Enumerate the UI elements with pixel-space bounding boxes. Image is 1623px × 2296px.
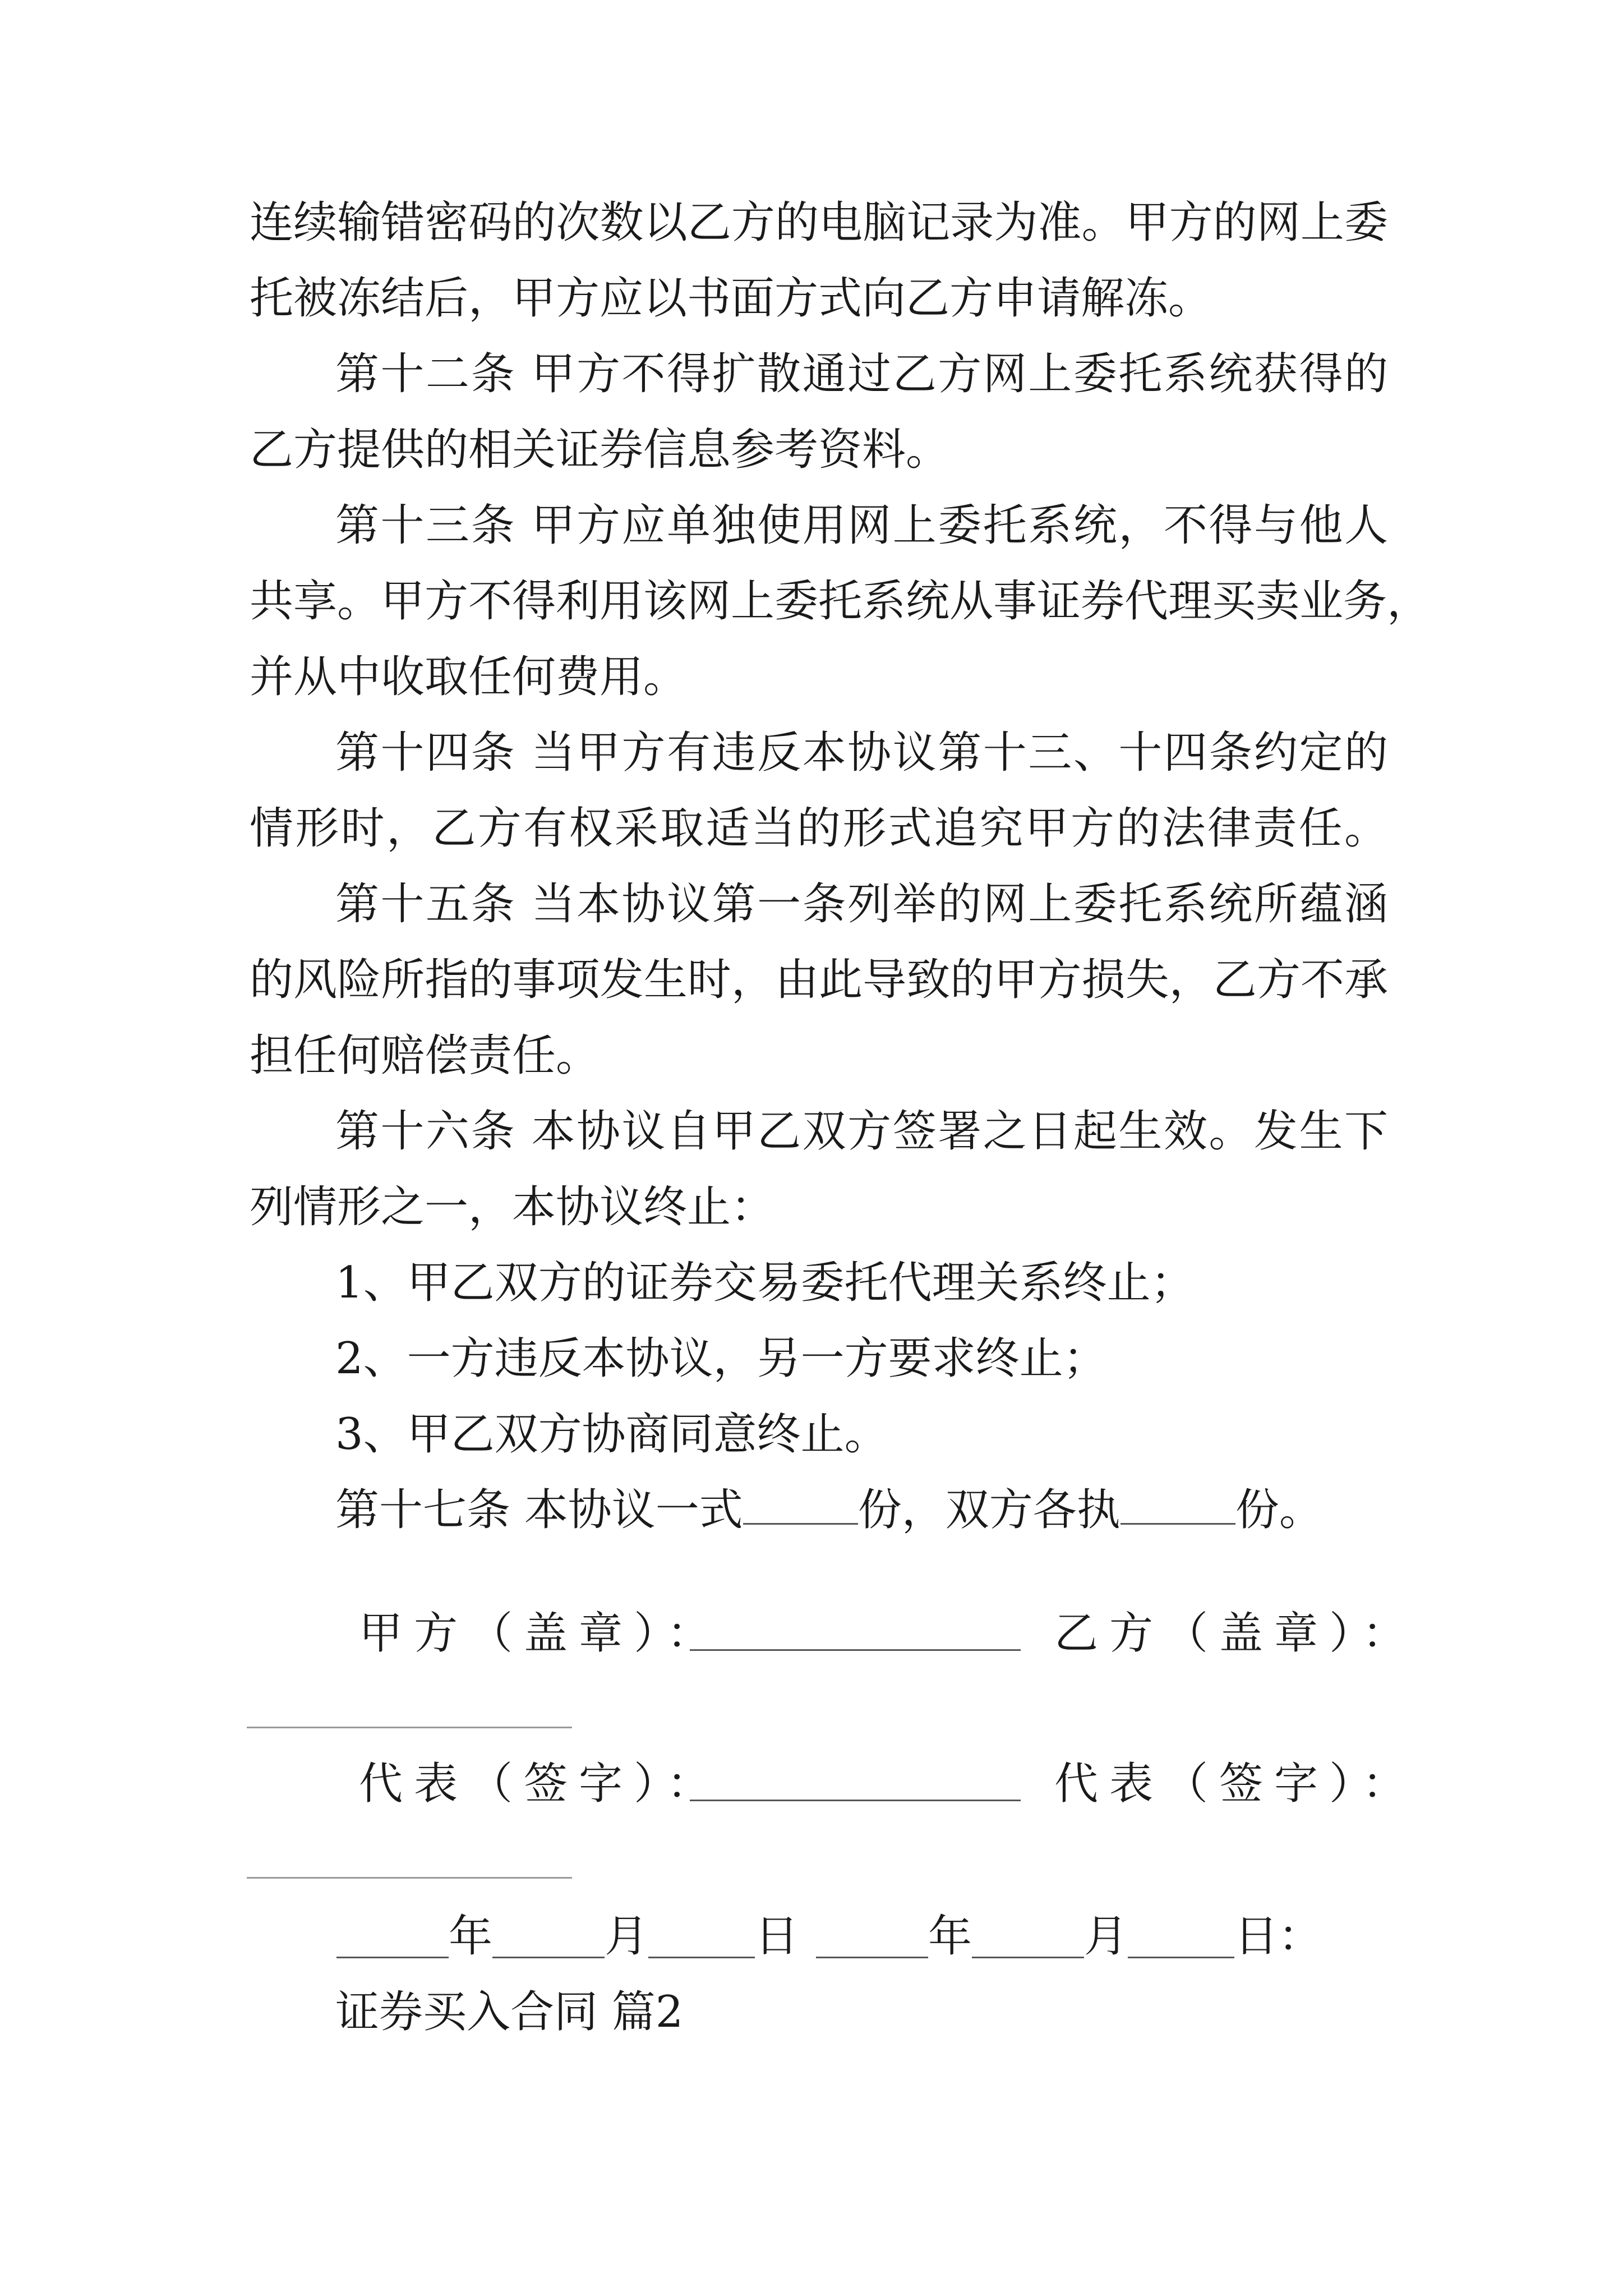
rep-b-sign-label: 代表（签字）： [1054,1759,1418,1809]
date-a-year-blank [336,1957,449,1958]
party-b-seal-label: 乙方（盖章）： [1054,1608,1418,1659]
rep-b-sign-line [247,1877,572,1879]
each-copies-blank [1121,1484,1235,1525]
paragraph-line: 列情形之一，本协议终止： [250,1182,775,1232]
paragraph-line: 并从中收取任何费用。 [250,652,688,702]
party-b-seal-line [247,1727,572,1728]
article-17-mid: 份，双方各执 [857,1485,1121,1535]
article-17-suffix: 份。 [1235,1485,1323,1535]
article-16: 第十六条 本协议自甲乙双方签署之日起生效。发生下 [335,1106,1388,1157]
party-a-seal-line [690,1649,1021,1651]
date-b-day-blank [1128,1957,1234,1958]
party-a-seal-label: 甲方（盖章）： [359,1608,722,1659]
paragraph-line: 连续输错密码的次数以乙方的电脑记录为准。甲方的网上委 [250,197,1388,248]
rep-a-sign-label: 代表（签字）： [359,1759,722,1809]
article-12: 第十二条 甲方不得扩散通过乙方网上委托系统获得的 [335,349,1388,399]
date-a-year-label: 年 [449,1911,493,1962]
date-a-day-label: 日 [755,1911,799,1962]
section-heading: 证券买入合同 篇2 [335,1987,684,2037]
date-b-day-label: 日： [1234,1911,1322,1962]
article-15: 第十五条 当本协议第一条列举的网上委托系统所蕴涵 [335,879,1388,930]
paragraph-line: 情形时，乙方有权采取适当的形式追究甲方的法律责任。 [250,803,1388,854]
article-17-prefix: 第十七条 本协议一式 [335,1485,743,1535]
list-item: 1、甲乙双方的证券交易委托代理关系终止； [335,1258,1195,1308]
article-17 [335,1482,1323,1538]
date-b-year-label: 年 [928,1911,972,1962]
date-b-month-label: 月 [1084,1911,1128,1962]
paragraph-line: 的风险所指的事项发生时，由此导致的甲方损失，乙方不承 [250,955,1388,1005]
date-a-month-label: 月 [605,1911,649,1962]
list-item: 2、一方违反本协议，另一方要求终止； [335,1333,1107,1384]
date-a-day-blank [648,1957,755,1958]
article-13: 第十三条 甲方应单独使用网上委托系统，不得与他人 [335,500,1388,551]
paragraph-line: 乙方提供的相关证券信息参考资料。 [250,425,950,475]
date-b-year-blank [816,1957,928,1958]
date-b-month-blank [972,1957,1084,1958]
paragraph-line: 共享。甲方不得利用该网上委托系统从事证券代理买卖业务， [250,576,1431,627]
date-a-month-blank [492,1957,605,1958]
paragraph-line: 托被冻结后，甲方应以书面方式向乙方申请解冻。 [250,273,1212,324]
rep-a-sign-line [690,1800,1021,1801]
article-14: 第十四条 当甲方有违反本协议第十三、十四条约定的 [335,728,1388,778]
list-item: 3、甲乙双方协商同意终止。 [335,1409,888,1460]
copies-blank [743,1484,858,1525]
paragraph-line: 担任何赔偿责任。 [250,1030,600,1081]
